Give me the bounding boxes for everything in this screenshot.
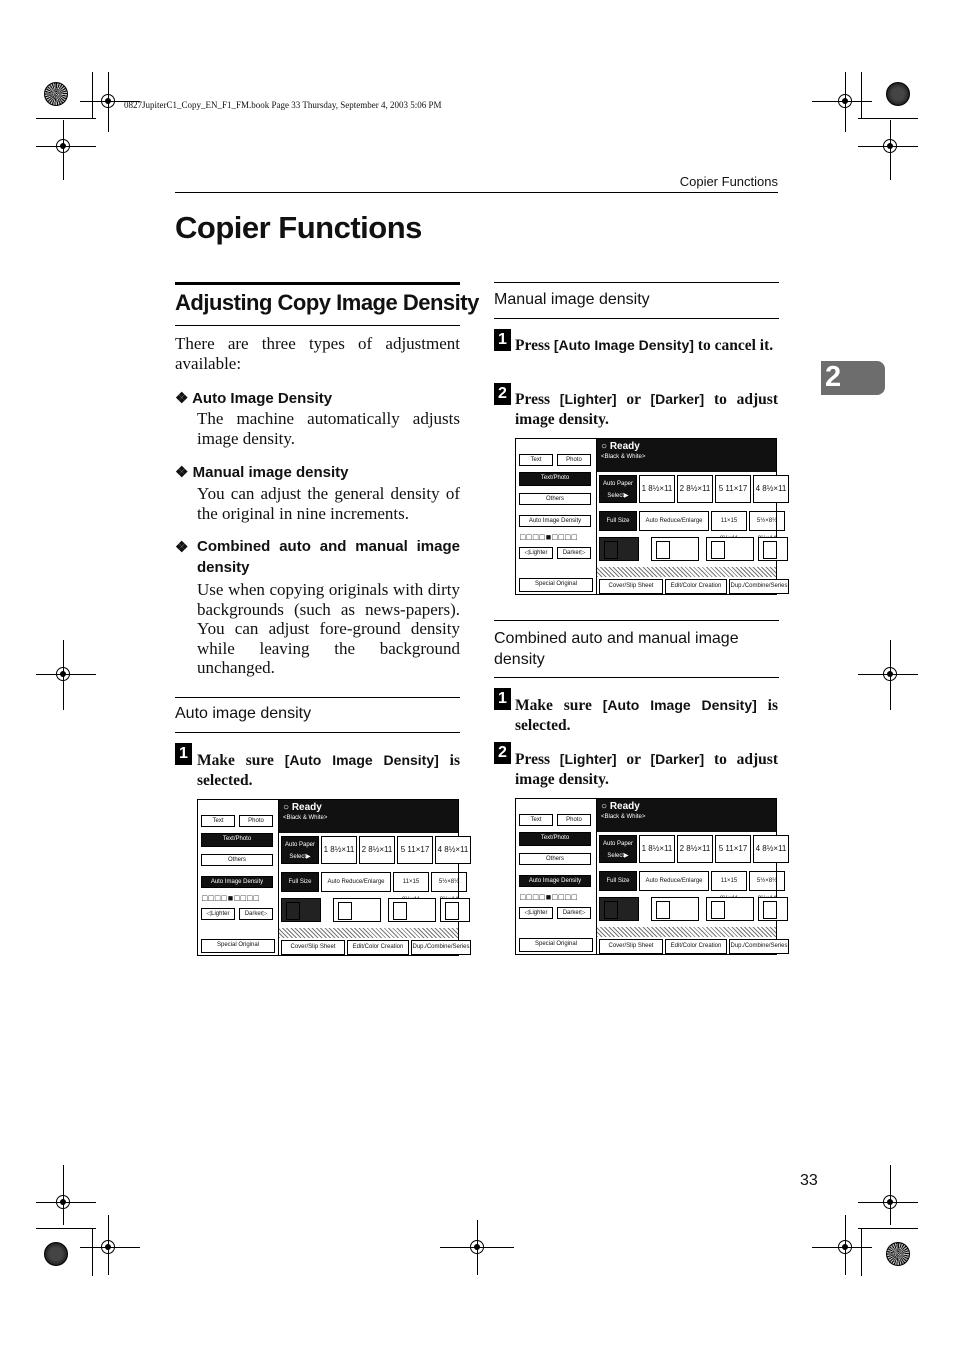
ready-status: ○ Ready <box>283 802 322 813</box>
crop-line <box>63 120 64 180</box>
key-label: [Darker] <box>650 751 705 767</box>
crop-line <box>812 1247 872 1248</box>
crop-line <box>63 640 64 710</box>
file-header: 0827JupiterC1_Copy_EN_F1_FM.book Page 33 Thursday, September 4, 2003 5:06 PM <box>124 100 442 110</box>
lighter-button[interactable]: ◁Lighter <box>201 908 235 920</box>
ready-label: Ready <box>609 801 640 812</box>
hatch-band <box>279 928 458 938</box>
text-photo-button[interactable]: Text/Photo <box>519 832 591 846</box>
series-icon[interactable] <box>388 898 436 922</box>
subsection-rule <box>494 318 779 319</box>
cover-slip-sheet-button[interactable]: Cover/Slip Sheet <box>599 939 663 954</box>
panel-left-pane <box>198 800 279 955</box>
photo-button[interactable]: Photo <box>557 814 591 826</box>
subsection-heading: Combined auto and manual image density <box>494 630 739 668</box>
bullet-title: Manual image density <box>192 464 349 481</box>
step-text <box>515 749 778 790</box>
auto-reduce-enlarge-button[interactable]: Auto Reduce/Enlarge <box>639 511 709 531</box>
lighter-button[interactable]: ◁Lighter <box>519 907 553 919</box>
panel-left-pane <box>516 439 597 594</box>
status-bar <box>279 800 458 833</box>
color-mode: <Black & White> <box>601 454 646 460</box>
key-label: [Lighter] <box>559 391 617 407</box>
crop-line <box>861 1228 862 1276</box>
step-text <box>515 335 778 356</box>
key-label: [Darker] <box>650 391 705 407</box>
ratio-button-2[interactable]: 5½×8½ <box>749 511 785 531</box>
others-button[interactable]: Others <box>519 853 591 865</box>
photo-button[interactable]: Photo <box>557 454 591 466</box>
crop-line <box>92 72 93 118</box>
crop-line <box>36 146 96 147</box>
crop-line <box>858 118 918 119</box>
copier-control-panel <box>197 799 470 956</box>
crop-line <box>477 1220 478 1275</box>
edit-color-creation-button[interactable]: Edit/Color Creation <box>665 579 727 594</box>
auto-image-density-button[interactable]: Auto Image Density <box>519 875 591 887</box>
paper-tray-4[interactable]: 4 8½×11 <box>435 836 471 864</box>
edit-color-creation-button[interactable]: Edit/Color Creation <box>347 940 409 955</box>
combine-icon[interactable] <box>651 537 699 561</box>
crop-line <box>845 72 846 132</box>
paper-tray-4[interactable]: 4 8½×11 <box>753 475 789 503</box>
color-registration-top-right-icon <box>886 82 910 106</box>
crop-line <box>36 674 96 675</box>
copier-control-panel <box>515 798 788 955</box>
darker-button[interactable]: Darker▷ <box>239 908 273 920</box>
step-pre: Make sure <box>515 697 603 714</box>
book-icon[interactable] <box>440 898 470 922</box>
ratio-button-1[interactable]: 11×15 <box>711 511 747 531</box>
density-scale: □□□□■□□□□ <box>520 532 578 542</box>
step-post: to adjust image density. <box>515 391 778 428</box>
density-scale: □□□□■□□□□ <box>202 893 260 903</box>
step-pre: Make sure <box>197 752 285 769</box>
paper-tray-2[interactable]: 2 8½×11 <box>677 475 713 503</box>
dup-combine-series-button[interactable]: Dup./Combine/Series <box>411 940 471 955</box>
text-button[interactable]: Text <box>519 454 553 466</box>
subsection-rule <box>494 677 779 678</box>
color-mode: <Black & White> <box>601 814 646 820</box>
auto-reduce-enlarge-button[interactable]: Auto Reduce/Enlarge <box>321 872 391 892</box>
paper-tray-1[interactable]: 1 8½×11 <box>639 475 675 503</box>
step-post: to cancel it. <box>693 337 774 354</box>
others-button[interactable]: Others <box>201 854 273 866</box>
full-size-button[interactable]: Full Size <box>599 511 637 531</box>
hatch-band <box>597 927 776 937</box>
subsection-heading: Manual image density <box>494 291 650 308</box>
series-icon[interactable] <box>706 537 754 561</box>
auto-image-density-button[interactable]: Auto Image Density <box>201 876 273 888</box>
crop-line <box>890 1165 891 1225</box>
subsection-rule <box>494 282 779 283</box>
crop-line <box>36 1228 96 1229</box>
ready-label: Ready <box>291 802 322 813</box>
auto-paper-select-button[interactable]: Auto Paper Select▶ <box>599 835 637 863</box>
color-registration-bottom-left-icon <box>44 1242 68 1266</box>
section-rule <box>175 325 460 326</box>
step-pre: Press <box>515 751 560 768</box>
crop-line <box>80 1247 140 1248</box>
subsection-rule <box>175 697 460 698</box>
key-label: [Auto Image Density] <box>284 752 439 768</box>
darker-button[interactable]: Darker▷ <box>557 547 591 559</box>
cover-slip-sheet-button[interactable]: Cover/Slip Sheet <box>599 579 663 594</box>
hatch-band <box>597 567 776 577</box>
chapter-tab <box>821 361 885 395</box>
page-title: Copier Functions <box>175 210 422 245</box>
step-number: 1 <box>494 688 511 710</box>
diamond-icon: ❖ <box>175 539 189 556</box>
paper-tray-2[interactable]: 2 8½×11 <box>677 835 713 863</box>
ratio-button-1[interactable]: 11×15 <box>711 871 747 891</box>
panel-left-pane <box>516 799 597 954</box>
crop-line <box>890 120 891 180</box>
ratio-button-1[interactable]: 11×15 <box>393 872 429 892</box>
crop-line <box>858 1202 918 1203</box>
copier-control-panel <box>515 438 788 595</box>
key-label: [Auto Image Density] <box>602 697 757 713</box>
text-button[interactable]: Text <box>201 815 235 827</box>
intro-text: There are three types of adjustment available: <box>175 334 460 373</box>
dup-combine-series-button[interactable]: Dup./Combine/Series <box>729 579 789 594</box>
special-original-button[interactable]: Special Original <box>201 939 275 953</box>
crop-line <box>812 101 872 102</box>
status-bar <box>597 799 776 832</box>
step-text <box>197 750 460 791</box>
crop-line <box>845 1215 846 1275</box>
step-post: is selected. <box>515 697 778 734</box>
crop-line <box>890 640 891 710</box>
paper-tray-1[interactable]: 1 8½×11 <box>639 835 675 863</box>
step-mid: or <box>616 391 651 408</box>
crop-line <box>858 146 918 147</box>
others-button[interactable]: Others <box>519 493 591 505</box>
step-post: is selected. <box>197 752 460 789</box>
step-number: 1 <box>175 743 192 765</box>
diamond-icon: ❖ <box>175 464 189 481</box>
step-text <box>515 389 778 430</box>
chapter-number: 2 <box>825 361 842 393</box>
step-pre: Press <box>515 391 560 408</box>
combine-icon[interactable] <box>333 898 381 922</box>
subsection-rule <box>494 620 779 621</box>
lighter-button[interactable]: ◁Lighter <box>519 547 553 559</box>
bullet-text: You can adjust the general density of the original in nine increments. <box>197 484 460 523</box>
auto-paper-select-button[interactable]: Auto Paper Select▶ <box>599 475 637 503</box>
special-original-button[interactable]: Special Original <box>519 578 593 592</box>
duplex-icon[interactable] <box>599 537 639 561</box>
bullet-text: The machine automatically adjusts image density. <box>197 409 460 448</box>
paper-tray-3[interactable]: 5 11×17 <box>397 836 433 864</box>
key-label: [Lighter] <box>559 751 617 767</box>
ready-label: Ready <box>609 441 640 452</box>
bullet-title: Combined auto and manual image density <box>197 538 460 576</box>
crop-line <box>108 72 109 132</box>
paper-tray-4[interactable]: 4 8½×11 <box>753 835 789 863</box>
paper-tray-3[interactable]: 5 11×17 <box>715 835 751 863</box>
full-size-button[interactable]: Full Size <box>281 872 319 892</box>
crop-line <box>858 1228 918 1229</box>
text-photo-button[interactable]: Text/Photo <box>519 472 591 486</box>
step-post: to adjust image density. <box>515 751 778 788</box>
ratio-button-2[interactable]: 5½×8½ <box>431 872 467 892</box>
subsection-heading: Auto image density <box>175 705 312 722</box>
special-original-button[interactable]: Special Original <box>519 938 593 952</box>
page-number: 33 <box>800 1172 818 1189</box>
text-button[interactable]: Text <box>519 814 553 826</box>
bullet-heading <box>175 463 460 481</box>
paper-tray-3[interactable]: 5 11×17 <box>715 475 751 503</box>
edit-color-creation-button[interactable]: Edit/Color Creation <box>665 939 727 954</box>
paper-tray-1[interactable]: 1 8½×11 <box>321 836 357 864</box>
ready-status: ○ Ready <box>601 801 640 812</box>
color-mode: <Black & White> <box>283 815 328 821</box>
section-rule <box>175 282 460 285</box>
book-icon[interactable] <box>758 537 788 561</box>
crop-line <box>63 1165 64 1225</box>
status-bar <box>597 439 776 472</box>
auto-paper-select-button[interactable]: Auto Paper Select▶ <box>281 836 319 864</box>
section-heading: Adjusting Copy Image Density <box>175 290 479 315</box>
ready-status: ○ Ready <box>601 441 640 452</box>
duplex-icon[interactable] <box>281 898 321 922</box>
crop-line <box>858 674 918 675</box>
cover-slip-sheet-button[interactable]: Cover/Slip Sheet <box>281 940 345 955</box>
key-label: [Auto Image Density] <box>553 337 694 353</box>
book-icon[interactable] <box>758 897 788 921</box>
auto-image-density-button[interactable]: Auto Image Density <box>519 515 591 527</box>
duplex-icon[interactable] <box>599 897 639 921</box>
running-head: Copier Functions <box>679 174 778 189</box>
full-size-button[interactable]: Full Size <box>599 871 637 891</box>
bullet-heading <box>175 389 460 407</box>
crop-line <box>92 1228 93 1276</box>
crop-line <box>36 118 96 119</box>
header-rule <box>175 192 778 193</box>
bullet-text: Use when copying originals with dirty backgrounds (such as news-papers). You can adjust fore-ground density while leaving the background unchanged. <box>197 580 460 678</box>
auto-reduce-enlarge-button[interactable]: Auto Reduce/Enlarge <box>639 871 709 891</box>
color-registration-top-left-icon <box>44 82 68 106</box>
paper-tray-2[interactable]: 2 8½×11 <box>359 836 395 864</box>
crop-line <box>861 72 862 118</box>
dup-combine-series-button[interactable]: Dup./Combine/Series <box>729 939 789 954</box>
ratio-button-2[interactable]: 5½×8½ <box>749 871 785 891</box>
step-number: 2 <box>494 383 511 405</box>
combine-icon[interactable] <box>651 897 699 921</box>
step-pre: Press <box>515 337 554 354</box>
subsection-rule <box>175 732 460 733</box>
step-number: 1 <box>494 329 511 351</box>
crop-line <box>36 1202 96 1203</box>
bullet-heading <box>175 538 460 578</box>
crop-line <box>108 1215 109 1275</box>
text-photo-button[interactable]: Text/Photo <box>201 833 273 847</box>
diamond-icon: ❖ <box>175 390 189 407</box>
photo-button[interactable]: Photo <box>239 815 273 827</box>
series-icon[interactable] <box>706 897 754 921</box>
color-registration-bottom-right-icon <box>886 1242 910 1266</box>
darker-button[interactable]: Darker▷ <box>557 907 591 919</box>
step-text <box>515 695 778 736</box>
density-scale: □□□□■□□□□ <box>520 892 578 902</box>
step-mid: or <box>616 751 651 768</box>
bullet-title: Auto Image Density <box>192 390 333 407</box>
step-number: 2 <box>494 742 511 764</box>
